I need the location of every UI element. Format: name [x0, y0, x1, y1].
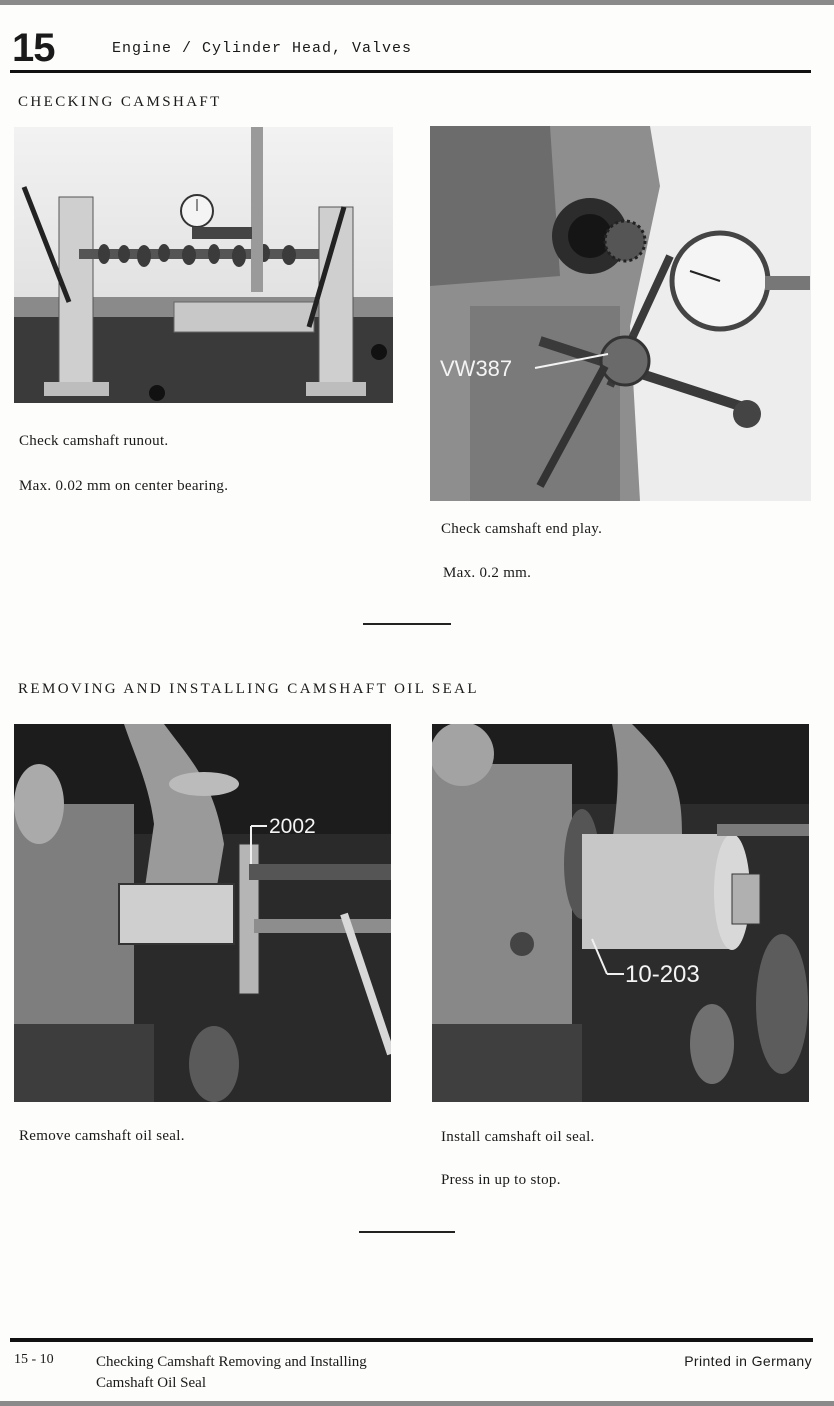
caption-check-runout: Check camshaft runout. — [19, 433, 169, 449]
caption-check-end-play: Check camshaft end play. — [441, 521, 603, 537]
caption-remove-seal: Remove camshaft oil seal. — [19, 1128, 185, 1144]
footer-printed-in: Printed in Germany — [684, 1353, 812, 1369]
footer-description-line2: Camshaft Oil Seal — [96, 1375, 206, 1391]
bottom-border — [0, 1401, 834, 1406]
photo-install-oil-seal — [432, 724, 809, 1102]
callout-2002: 2002 — [269, 815, 316, 838]
callout-10-203: 10-203 — [625, 961, 700, 988]
section-divider-2 — [359, 1231, 455, 1233]
footer-description — [96, 1352, 367, 1394]
page-header-title: Engine / Cylinder Head, Valves — [112, 40, 413, 57]
footer-page-number: 15 - 10 — [14, 1352, 54, 1367]
section-heading-oil-seal: REMOVING AND INSTALLING CAMSHAFT OIL SEAL — [18, 681, 479, 697]
footer-description-line1: Checking Camshaft Removing and Installing — [96, 1354, 367, 1370]
photo-remove-oil-seal — [14, 724, 391, 1102]
section-heading-checking-camshaft: CHECKING CAMSHAFT — [18, 94, 222, 110]
photo-camshaft-end-play — [430, 126, 811, 501]
section-divider — [363, 623, 451, 625]
caption-press-to-stop: Press in up to stop. — [441, 1172, 561, 1188]
photo-camshaft-runout — [14, 127, 393, 403]
top-border — [0, 0, 834, 5]
caption-max-end-play: Max. 0.2 mm. — [443, 565, 532, 581]
callout-vw387: VW387 — [440, 356, 513, 381]
caption-max-runout: Max. 0.02 mm on center bearing. — [19, 478, 229, 494]
section-number: 15 — [12, 26, 55, 70]
footer-rule — [10, 1338, 813, 1342]
caption-install-seal: Install camshaft oil seal. — [441, 1129, 595, 1145]
header-rule — [10, 70, 811, 73]
